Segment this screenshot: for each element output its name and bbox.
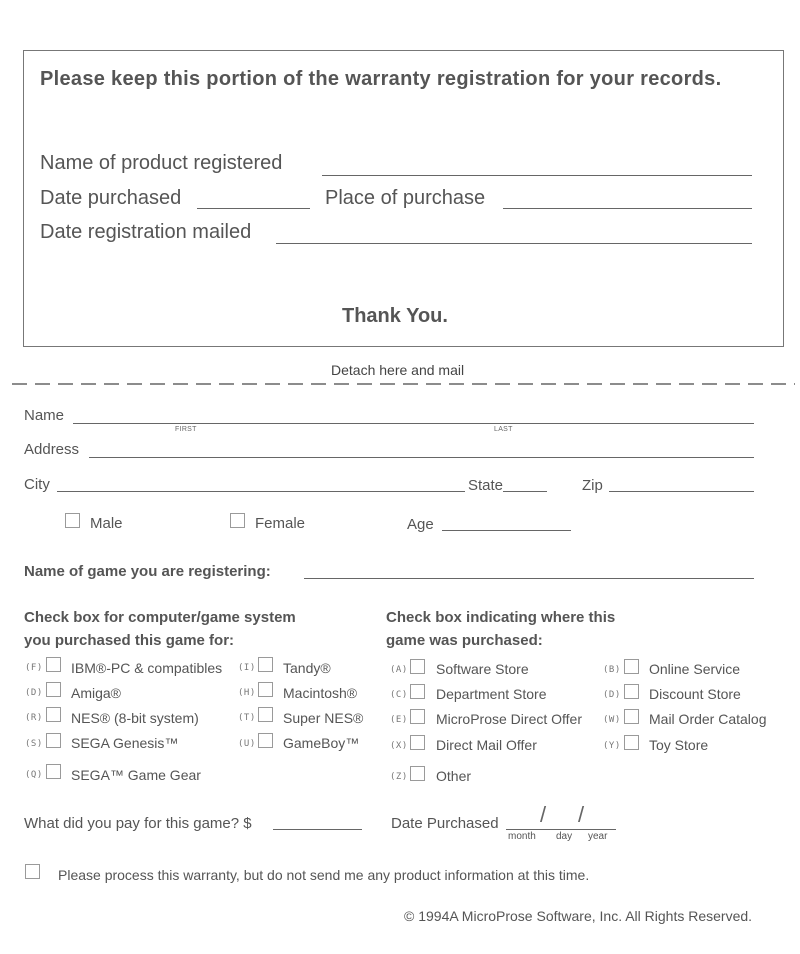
system-checkbox[interactable] (46, 657, 61, 672)
system-label: Super NES® (283, 710, 364, 726)
store-heading-line-2: game was purchased: (386, 632, 543, 649)
system-label: Amiga® (71, 685, 121, 701)
system-label: IBM®-PC & compatibles (71, 660, 223, 676)
system-code: (U) (238, 739, 256, 749)
month-caption: month (508, 831, 536, 842)
detach-dashed-line (0, 380, 800, 388)
store-checkbox[interactable] (624, 709, 639, 724)
name-label: Name (24, 407, 65, 424)
system-label: NES® (8-bit system) (71, 710, 199, 726)
system-checkbox[interactable] (258, 707, 273, 722)
system-code: (D) (25, 688, 43, 698)
date-mailed-field[interactable] (276, 243, 752, 244)
place-of-purchase-field[interactable] (503, 208, 752, 209)
system-label: Tandy® (283, 660, 331, 676)
store-checkbox[interactable] (410, 659, 425, 674)
city-field[interactable] (57, 491, 465, 492)
store-label: Other (436, 768, 472, 784)
store-checkbox[interactable] (624, 684, 639, 699)
name-field[interactable] (73, 423, 754, 424)
optout-checkbox[interactable] (25, 864, 40, 879)
store-code: (C) (390, 690, 408, 700)
store-checkbox[interactable] (410, 735, 425, 750)
system-checkbox[interactable] (258, 682, 273, 697)
store-label: Software Store (436, 661, 529, 677)
state-label: State (468, 477, 504, 494)
optout-label: Please process this warranty, but do not send me any product information at this time. (58, 867, 590, 883)
system-checkbox[interactable] (258, 657, 273, 672)
year-caption: year (588, 831, 608, 842)
system-label: Macintosh® (283, 685, 358, 701)
system-code: (I) (238, 663, 256, 673)
store-checkbox[interactable] (624, 659, 639, 674)
store-code: (W) (603, 715, 621, 725)
city-label: City (24, 476, 50, 493)
system-checkbox[interactable] (46, 733, 61, 748)
system-code: (T) (238, 713, 256, 723)
store-code: (D) (603, 690, 621, 700)
date-purchased-label: Date purchased (40, 187, 182, 209)
female-checkbox[interactable] (230, 513, 245, 528)
game-name-field[interactable] (304, 578, 754, 579)
store-checkbox[interactable] (624, 735, 639, 750)
price-label: What did you pay for this game? $ (24, 815, 252, 832)
store-code: (X) (390, 741, 408, 751)
system-label: SEGA Genesis™ (71, 735, 179, 751)
age-field[interactable] (442, 530, 571, 531)
store-heading-line-1: Check box indicating where this (386, 609, 616, 626)
store-label: MicroProse Direct Offer (436, 711, 582, 727)
system-code: (F) (25, 663, 43, 673)
store-label: Discount Store (649, 686, 741, 702)
store-label: Department Store (436, 686, 547, 702)
system-checkbox[interactable] (258, 733, 273, 748)
thank-you: Thank You. (342, 305, 448, 327)
store-checkbox[interactable] (410, 709, 425, 724)
system-checkbox[interactable] (46, 707, 61, 722)
copyright: © 1994A MicroProse Software, Inc. All Rights Reserved. (404, 908, 753, 924)
date-mailed-label: Date registration mailed (40, 221, 252, 243)
first-name-caption: FIRST (175, 426, 197, 433)
zip-label: Zip (582, 477, 603, 494)
age-label: Age (407, 516, 434, 533)
records-heading: Please keep this portion of the warranty registration for your records. (40, 68, 722, 90)
date-purchased-form-label: Date Purchased (391, 815, 499, 832)
place-of-purchase-label: Place of purchase (325, 187, 486, 209)
male-checkbox[interactable] (65, 513, 80, 528)
last-name-caption: LAST (494, 426, 513, 433)
date-slash-2: / (578, 802, 585, 827)
system-heading-line-1: Check box for computer/game system (24, 609, 296, 626)
system-code: (H) (238, 688, 256, 698)
system-code: (Q) (25, 770, 43, 780)
system-heading-line-2: you purchased this game for: (24, 632, 235, 649)
store-code: (Z) (390, 772, 408, 782)
system-checkbox[interactable] (46, 682, 61, 697)
female-label: Female (255, 515, 306, 532)
date-slash-1: / (540, 802, 547, 827)
store-code: (E) (390, 715, 408, 725)
address-field[interactable] (89, 457, 754, 458)
store-checkbox[interactable] (410, 684, 425, 699)
system-code: (S) (25, 739, 43, 749)
day-caption: day (556, 831, 573, 842)
state-field[interactable] (503, 491, 547, 492)
store-checkbox[interactable] (410, 766, 425, 781)
store-label: Toy Store (649, 737, 709, 753)
game-name-label: Name of game you are registering: (24, 563, 271, 580)
store-label: Online Service (649, 661, 741, 677)
detach-label: Detach here and mail (331, 362, 465, 378)
store-heading (386, 606, 615, 652)
system-label: SEGA™ Game Gear (71, 767, 201, 783)
product-name-field[interactable] (322, 175, 752, 176)
address-label: Address (24, 441, 80, 458)
system-code: (R) (25, 713, 43, 723)
date-purchased-field[interactable] (197, 208, 310, 209)
system-heading (24, 606, 296, 652)
system-label: GameBoy™ (283, 735, 360, 751)
male-label: Male (90, 515, 123, 532)
store-code: (B) (603, 665, 621, 675)
price-field[interactable] (273, 829, 362, 830)
date-purchased-form-field[interactable] (506, 829, 616, 830)
product-name-label: Name of product registered (40, 152, 283, 174)
zip-field[interactable] (609, 491, 754, 492)
store-label: Mail Order Catalog (649, 711, 767, 727)
store-code: (A) (390, 665, 408, 675)
store-label: Direct Mail Offer (436, 737, 537, 753)
store-code: (Y) (603, 741, 621, 751)
system-checkbox[interactable] (46, 764, 61, 779)
